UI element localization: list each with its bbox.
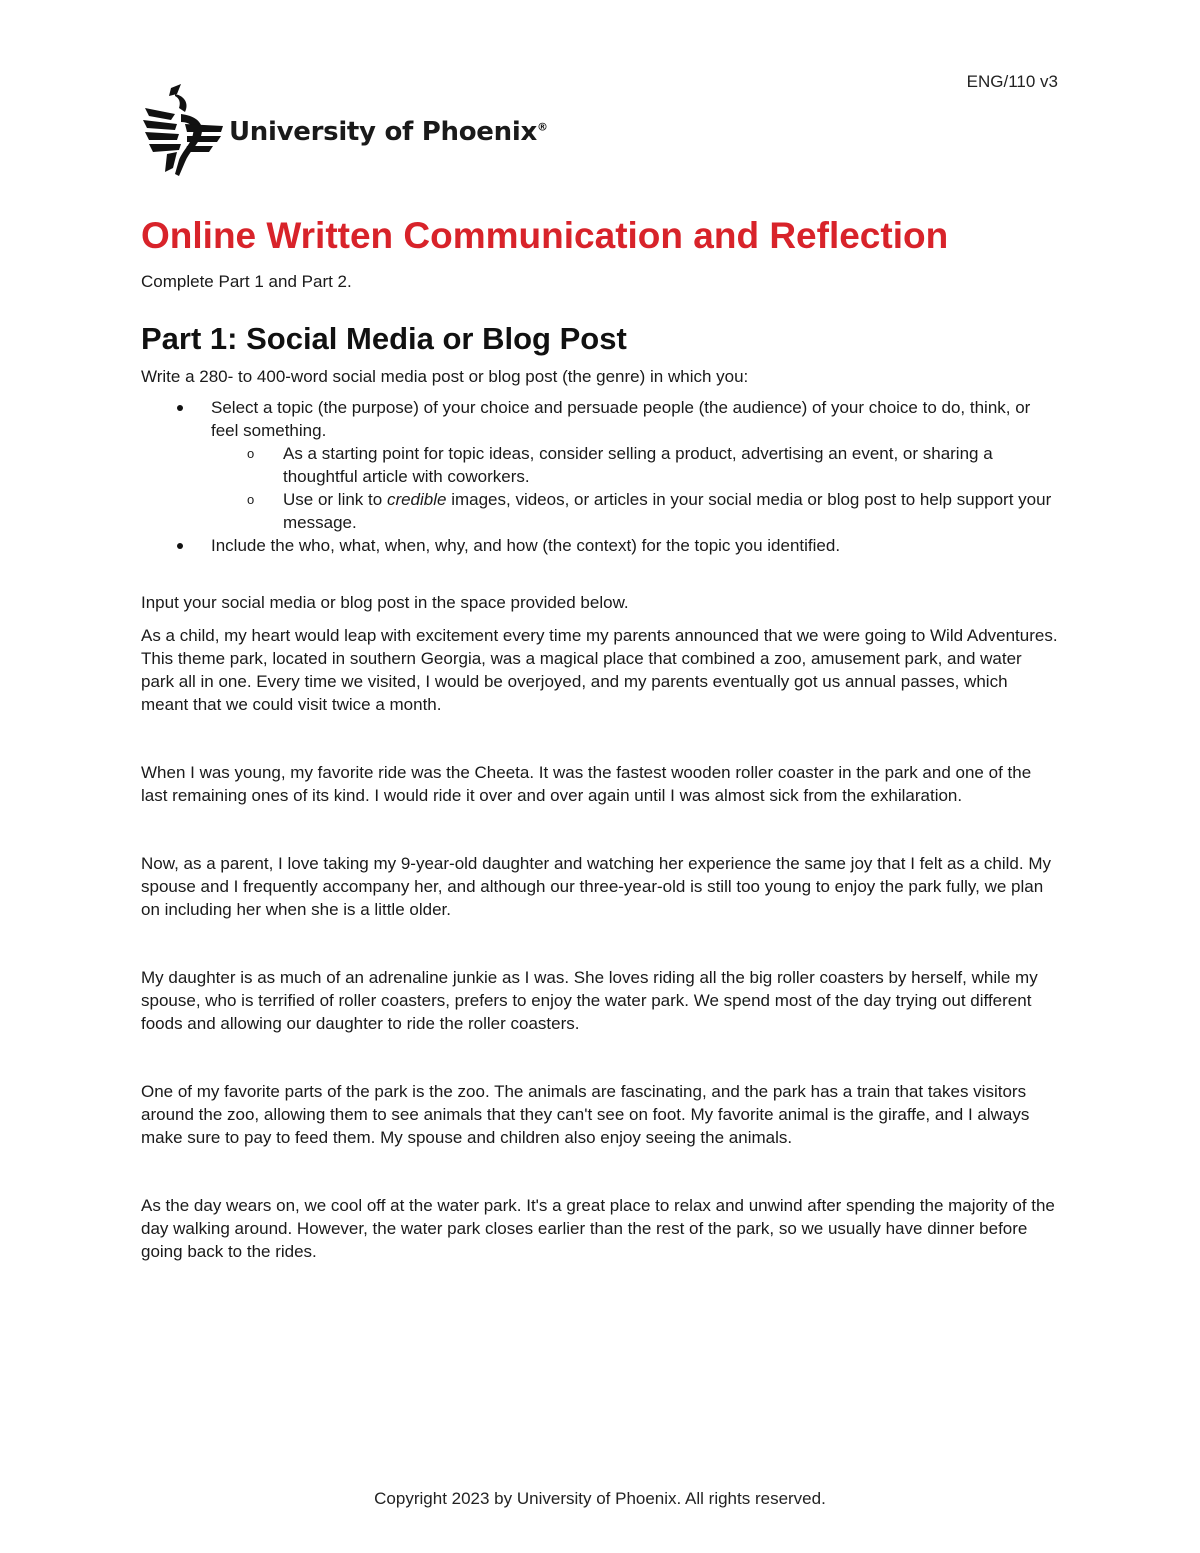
list-item (141, 396, 1059, 534)
sub-list-item (211, 442, 1059, 488)
registered-mark: ® (536, 120, 548, 134)
post-instruction: Input your social media or blog post in the space provided below. (141, 593, 629, 612)
bullet-icon (177, 543, 183, 549)
requirements-list (141, 396, 1059, 557)
phoenix-bird-icon (141, 84, 225, 178)
post-paragraph: As a child, my heart would leap with excitement every time my parents announced that we were going to Wild Adventures. This theme park, located in southern Georgia, was a magical place that combined a zoo, amusement park, and water park all in one. Every time we visited, I would be overjoyed, and my parents eventually got us annual passes, which meant that we could visit twice a month. (141, 626, 1058, 714)
sub-bullet-text-after: images, videos, or articles in your social media or blog post to help support your message. (283, 490, 1052, 532)
post-paragraph: My daughter is as much of an adrenaline junkie as I was. She loves riding all the big roller coasters by herself, while my spouse, who is terrified of roller coasters, prefers to enjoy the water park. We spend most of the day trying out different foods and allowing our daughter to ride the roller coasters. (141, 968, 1038, 1033)
copyright-footer: Copyright 2023 by University of Phoenix. All rights reserved. (374, 1489, 826, 1508)
post-paragraph: One of my favorite parts of the park is the zoo. The animals are fascinating, and the park has a train that takes visitors around the zoo, allowing them to see animals that they can't see on foot. My favorite animal is the giraffe, and I always make sure to pay to feed them. My spouse and children also enjoy seeing the animals. (141, 1082, 1030, 1147)
sub-bullet-text: As a starting point for topic ideas, consider selling a product, advertising an event, or sharing a thoughtful article with coworkers. (283, 444, 993, 486)
intro-text: Complete Part 1 and Part 2. (141, 272, 352, 291)
university-logo (141, 84, 548, 178)
course-code: ENG/110 v3 (966, 72, 1058, 91)
blog-post (141, 624, 1059, 1263)
bullet-icon (177, 405, 183, 411)
sub-bullet-text-before: Use or link to (283, 490, 387, 509)
document-title: Online Written Communication and Reflection (141, 215, 949, 256)
sub-list-item (211, 488, 1059, 534)
post-paragraph: As the day wears on, we cool off at the water park. It's a great place to relax and unwind after spending the majority of the day walking around. However, the water park closes earlier than the rest of the park, so we usually have dinner before going back to the rides. (141, 1196, 1055, 1261)
emphasis-credible: credible (386, 490, 447, 509)
post-paragraph: When I was young, my favorite ride was the Cheeta. It was the fastest wooden roller coaster in the park and one of the last remaining ones of its kind. I would ride it over and over again until I was almost sick from the exhilaration. (141, 763, 1032, 805)
bullet-text: Select a topic (the purpose) of your choice and persuade people (the audience) of your choice to do, think, or feel something. (211, 398, 1031, 440)
post-paragraph: Now, as a parent, I love taking my 9-year-old daughter and watching her experience the same joy that I felt as a child. My spouse and I frequently accompany her, and although our three-year-old is still too young to enjoy the park fully, we plan on including her when she is a little older. (141, 854, 1051, 919)
sub-list (211, 442, 1059, 534)
document-body (141, 212, 1059, 1263)
part1-prompt: Write a 280- to 400-word social media post or blog post (the genre) in which you: (141, 367, 749, 386)
part1-heading: Part 1: Social Media or Blog Post (141, 321, 627, 356)
list-item (141, 534, 1059, 557)
circle-bullet-icon: o (247, 446, 255, 461)
circle-bullet-icon: o (247, 492, 255, 507)
logo-wordmark: University of Phoenix® (229, 117, 548, 147)
bullet-text: Include the who, what, when, why, and how (the context) for the topic you identified. (211, 536, 841, 555)
